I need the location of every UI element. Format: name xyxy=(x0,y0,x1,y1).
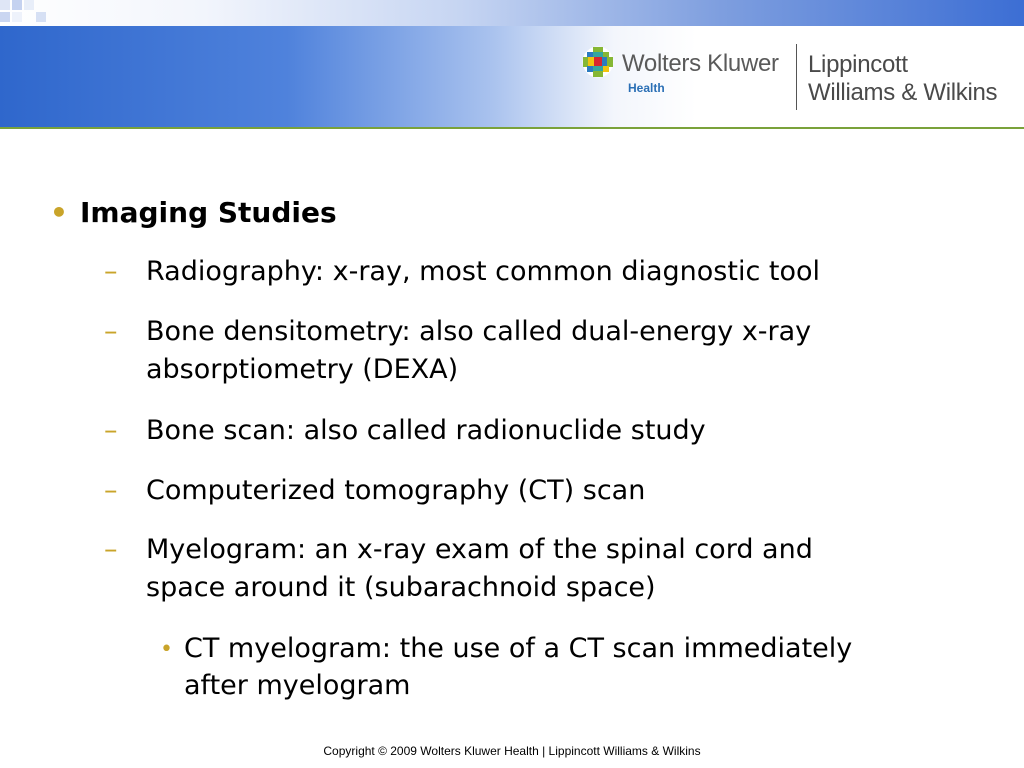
logo-publisher-line1: Lippincott xyxy=(808,51,908,78)
item-dash: – xyxy=(104,475,118,506)
header-rule xyxy=(0,127,1024,129)
sub-item-bullet: • xyxy=(160,637,173,662)
logo-divider xyxy=(796,44,797,110)
list-item: Myelogram: an x-ray exam of the spinal cord and xyxy=(146,534,813,565)
item-dash: – xyxy=(104,256,118,287)
header-banner xyxy=(0,0,1024,127)
sub-list-item-continuation: after myelogram xyxy=(184,670,411,701)
list-item: Radiography: x-ray, most common diagnostic tool xyxy=(146,256,821,287)
item-dash: – xyxy=(104,316,118,347)
wolters-kluwer-emblem-icon xyxy=(582,46,614,78)
list-item-continuation: absorptiometry (DEXA) xyxy=(146,354,459,385)
list-item: Bone scan: also called radionuclide study xyxy=(146,415,706,446)
heading-bullet: • xyxy=(50,196,68,229)
logo-brand-name: Wolters Kluwer xyxy=(622,50,779,77)
list-item: Computerized tomography (CT) scan xyxy=(146,475,646,506)
logo-brand-sub: Health xyxy=(628,81,665,95)
decorative-squares-icon xyxy=(0,0,60,26)
logo-publisher-line2: Williams & Wilkins xyxy=(808,79,998,106)
list-item: Bone densitometry: also called dual-energy x-ray xyxy=(146,316,812,347)
footer-copyright: Copyright © 2009 Wolters Kluwer Health | Lippincott Williams & Wilkins xyxy=(323,744,701,758)
header-top-strip xyxy=(0,0,1024,26)
item-dash: – xyxy=(104,415,118,446)
slide-heading: Imaging Studies xyxy=(80,196,337,229)
sub-list-item: CT myelogram: the use of a CT scan immediately xyxy=(184,633,853,664)
item-dash: – xyxy=(104,534,118,565)
list-item-continuation: space around it (subarachnoid space) xyxy=(146,572,656,603)
